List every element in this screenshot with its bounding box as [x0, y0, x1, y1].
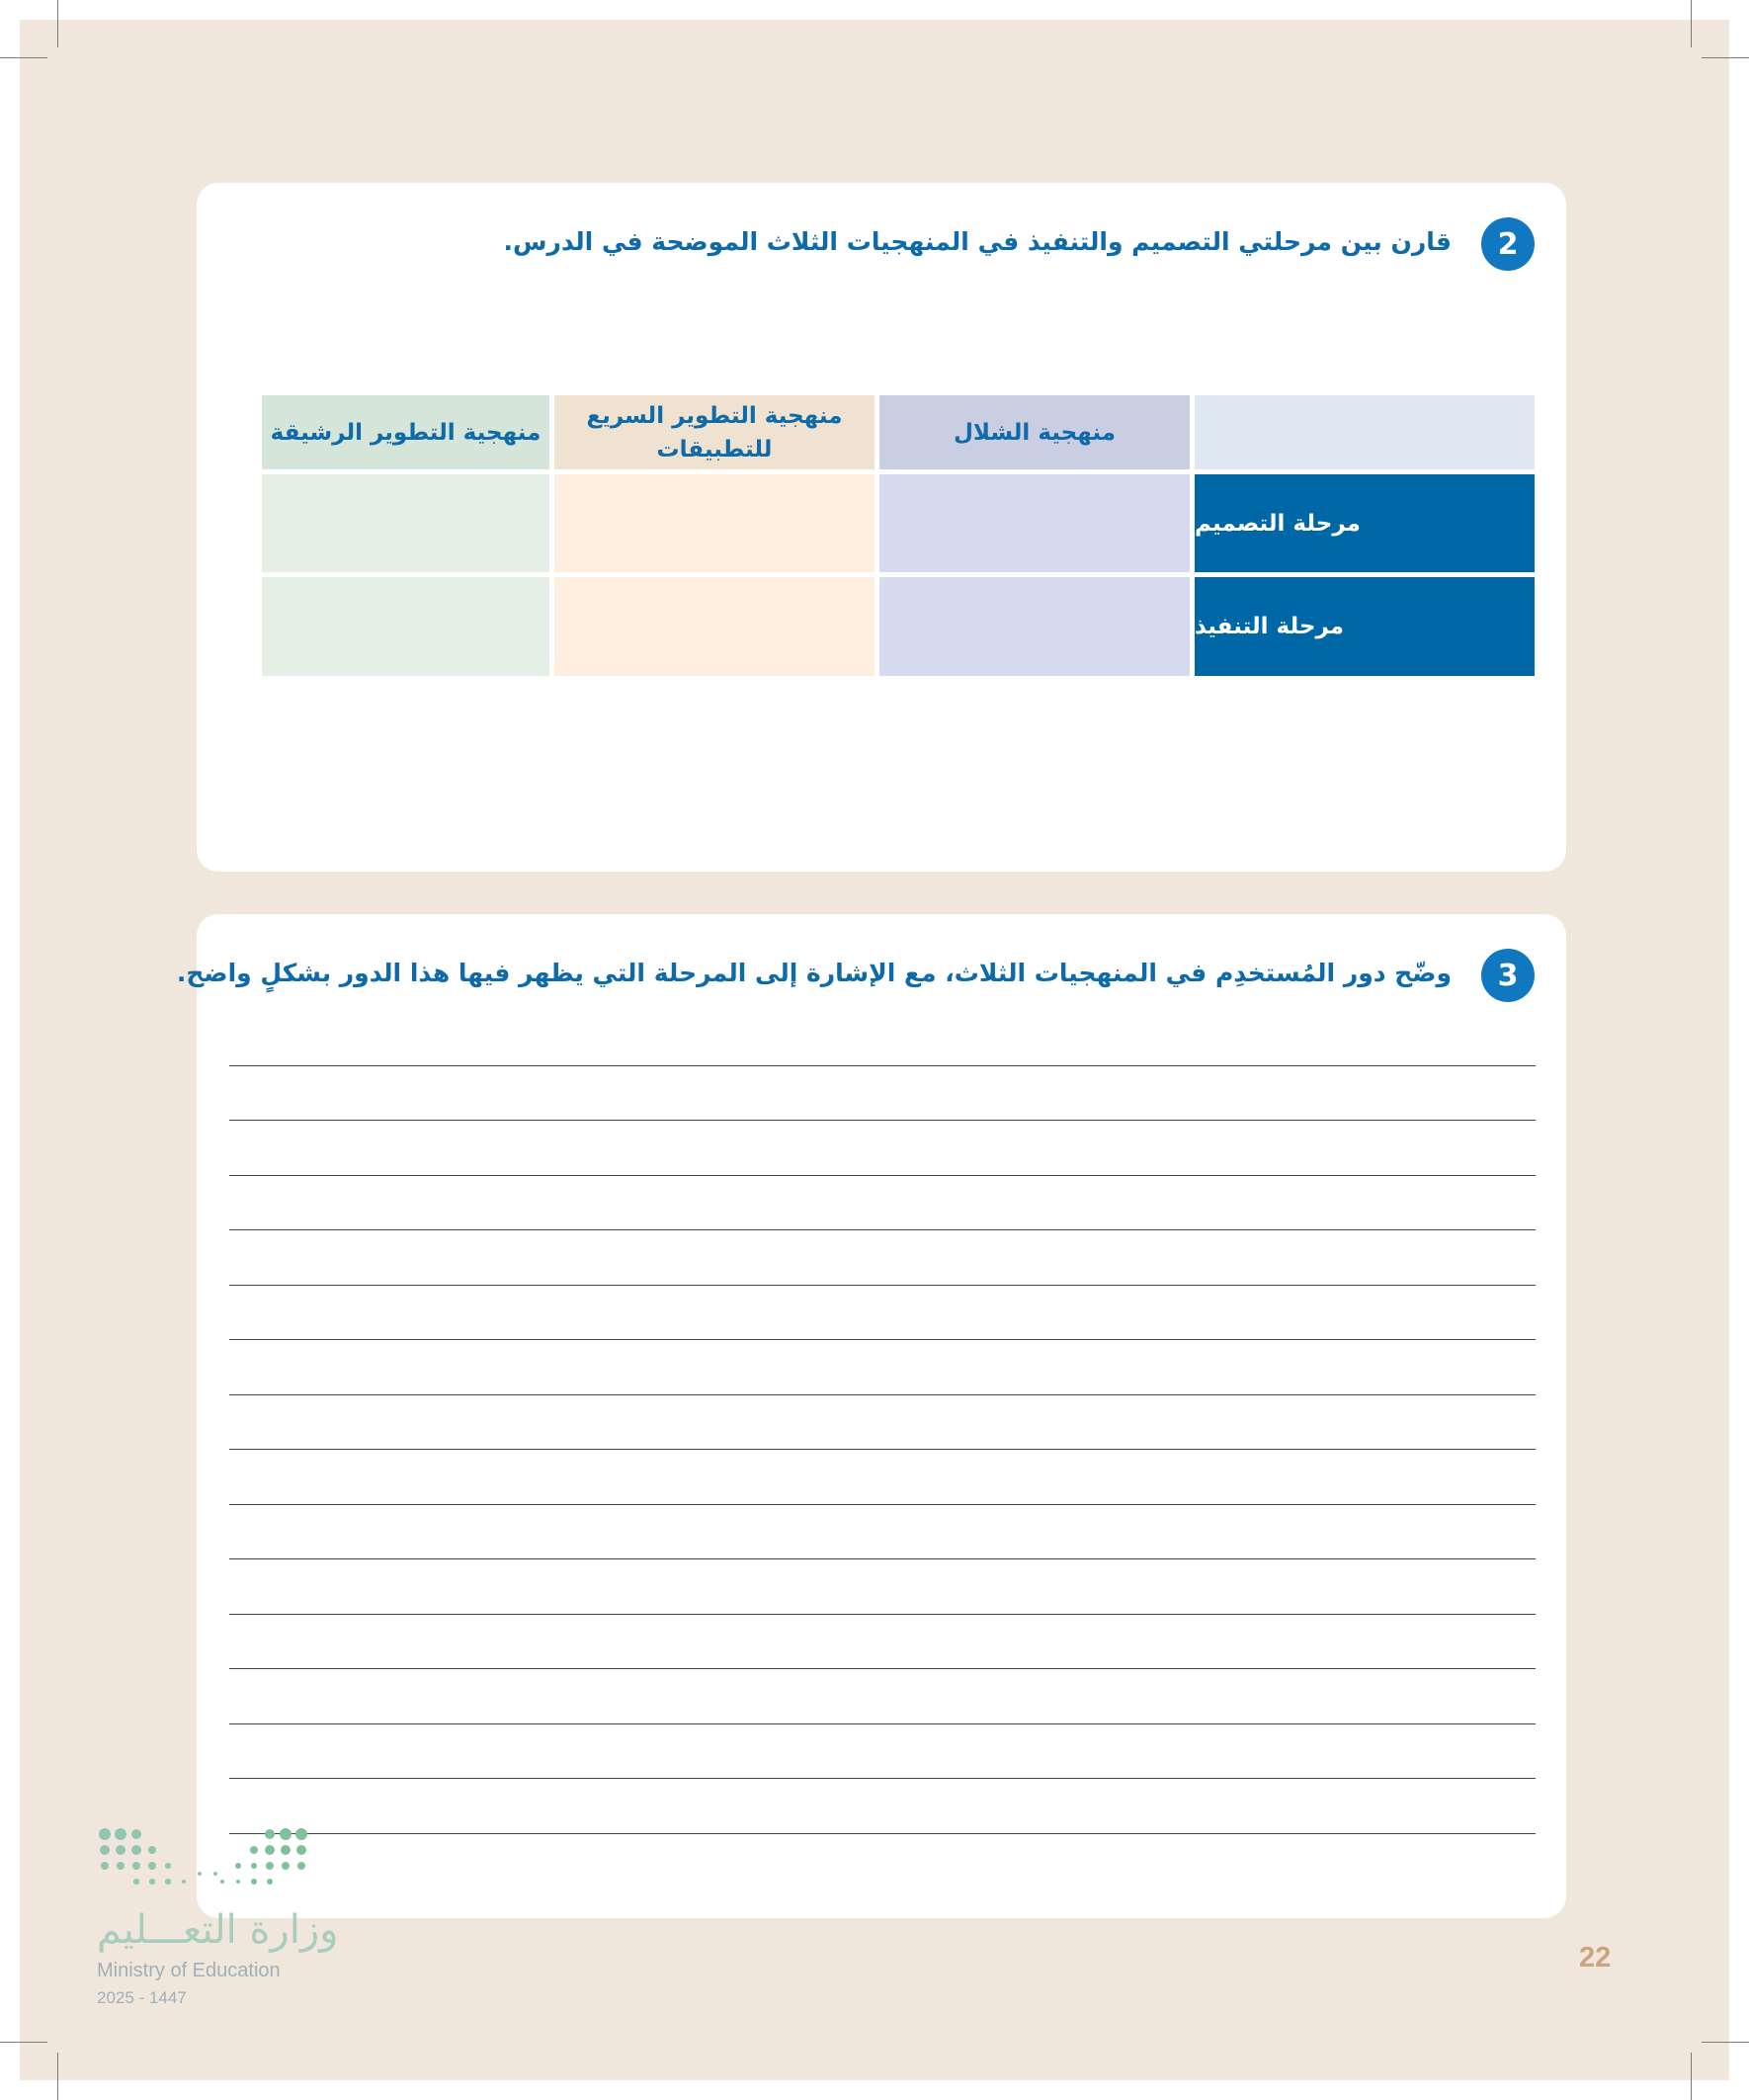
question-2-card — [197, 183, 1566, 872]
table-header-agile: منهجية التطوير الرشيقة — [262, 395, 549, 469]
writing-line[interactable] — [229, 1504, 1536, 1505]
writing-line[interactable] — [229, 1778, 1536, 1779]
writing-line[interactable] — [229, 1614, 1536, 1615]
question-3-card — [176, 914, 1566, 1918]
crop-mark — [1691, 2053, 1692, 2100]
table-row-label-design: مرحلة التصميم — [1195, 474, 1535, 572]
crop-mark — [57, 2053, 58, 2100]
ministry-year: 2025 - 1447 — [97, 1988, 187, 2007]
table-header-empty — [1195, 395, 1535, 469]
table-header-waterfall: منهجية الشلال — [879, 395, 1190, 469]
writing-line[interactable] — [229, 1394, 1536, 1395]
table-cell-design-waterfall[interactable] — [879, 474, 1190, 572]
question-2-text: قارن بين مرحلتي التصميم والتنفيذ في المنهجيات الثلاث الموضحة في الدرس. — [503, 227, 1452, 256]
writing-line[interactable] — [229, 1175, 1536, 1176]
table-cell-implementation-waterfall[interactable] — [879, 577, 1190, 676]
table-row-label-implementation: مرحلة التنفيذ — [1195, 577, 1535, 676]
writing-line[interactable] — [229, 1558, 1536, 1559]
writing-line[interactable] — [229, 1668, 1536, 1669]
question-3-number-badge: 3 — [1481, 949, 1535, 1002]
table-cell-implementation-rad[interactable] — [554, 577, 874, 676]
table-cell-design-agile[interactable] — [262, 474, 549, 572]
crop-mark — [1691, 0, 1692, 47]
writing-line[interactable] — [229, 1449, 1536, 1450]
crop-mark — [0, 57, 47, 58]
writing-line[interactable] — [229, 1120, 1536, 1121]
table-cell-implementation-agile[interactable] — [262, 577, 549, 676]
table-header-rad: منهجية التطوير السريع للتطبيقات — [554, 395, 874, 469]
writing-line[interactable] — [229, 1229, 1536, 1230]
crop-mark — [1702, 57, 1749, 58]
writing-line[interactable] — [229, 1723, 1536, 1724]
ministry-name-arabic: وزارة التعـــليم — [97, 1907, 339, 1953]
writing-line[interactable] — [229, 1339, 1536, 1340]
writing-line[interactable] — [229, 1285, 1536, 1286]
page-number: 22 — [1579, 1942, 1612, 1974]
crop-mark — [57, 0, 58, 47]
ministry-logo-icon — [97, 1826, 309, 1893]
crop-mark — [1702, 2042, 1749, 2043]
question-3-text: وضّح دور المُستخدِم في المنهجيات الثلاث، مع الإشارة إلى المرحلة التي يظهر فيها هذا الدور بشكلٍ واضح. — [176, 959, 1452, 987]
table-cell-design-rad[interactable] — [554, 474, 874, 572]
writing-line[interactable] — [229, 1833, 1536, 1834]
ministry-name-english: Ministry of Education — [97, 1960, 281, 1981]
crop-mark — [0, 2042, 47, 2043]
question-2-number-badge: 2 — [1481, 217, 1535, 271]
writing-line[interactable] — [229, 1065, 1536, 1066]
